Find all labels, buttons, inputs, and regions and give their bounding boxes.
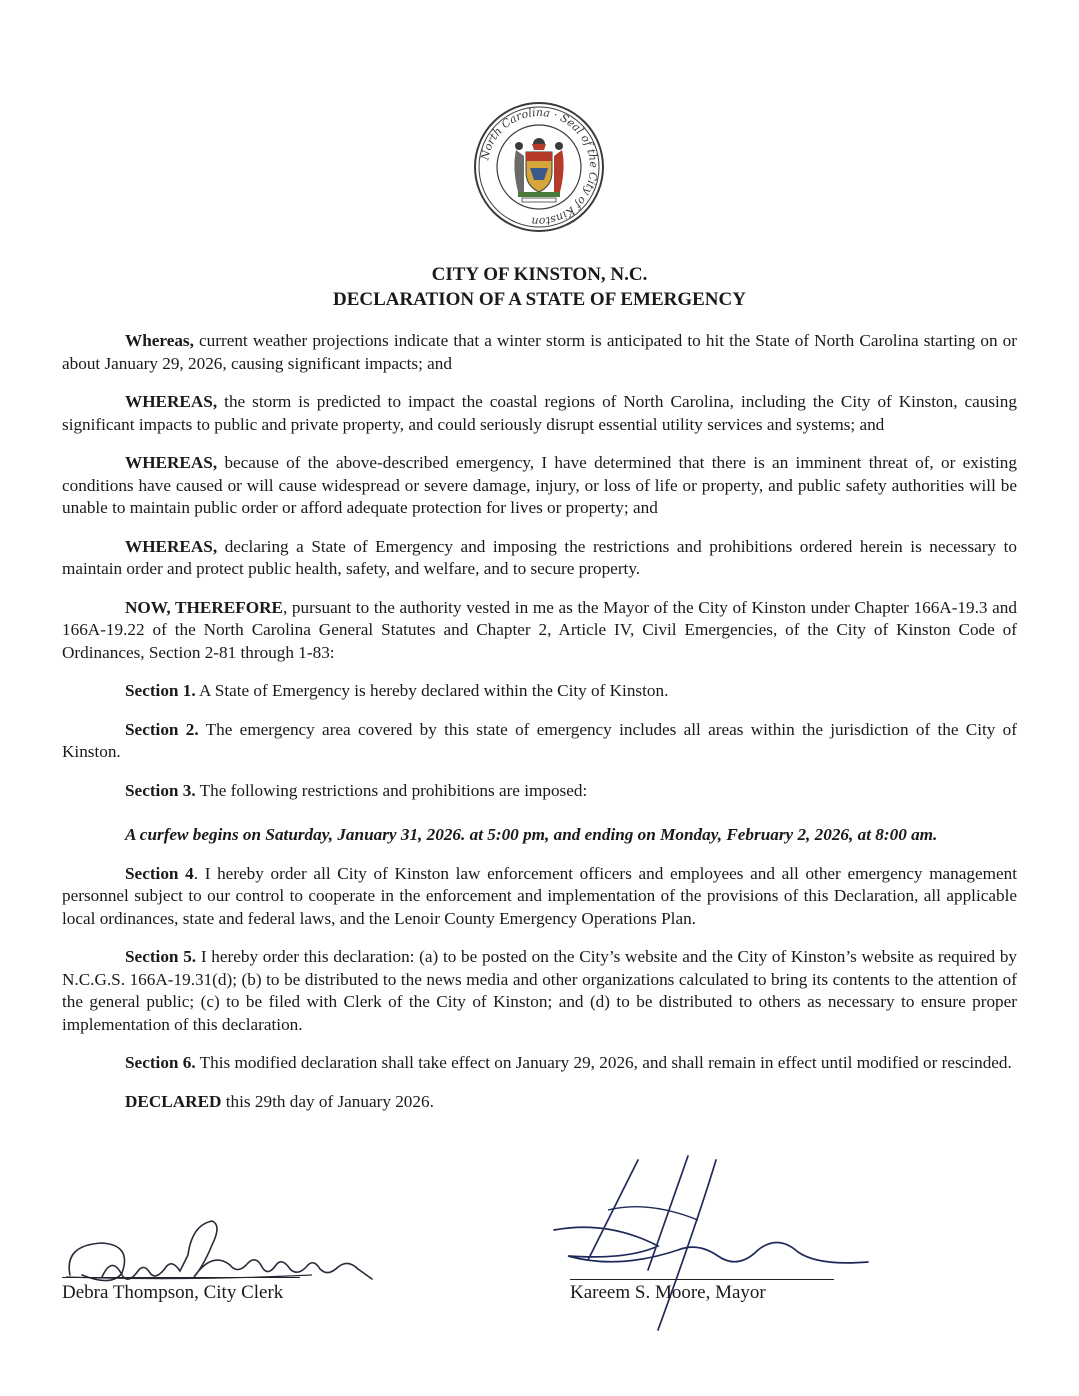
- mayor-signature-icon: [548, 1150, 878, 1340]
- title-line-city: CITY OF KINSTON, N.C.: [431, 264, 648, 285]
- paragraph-lead: Section 4: [125, 863, 194, 883]
- seal-ring-text: North Carolina · Seal of the City of Kinston: [478, 105, 601, 229]
- paragraph-section-6: [62, 1052, 1017, 1075]
- document-title: [0, 262, 1079, 312]
- seal-icon: [472, 100, 606, 234]
- paragraph-section-5: [62, 946, 1017, 1036]
- mayor-name: Kareem S. Moore, Mayor: [570, 1282, 766, 1303]
- clerk-signature: [62, 1215, 382, 1325]
- paragraph-lead: Section 3.: [125, 780, 196, 800]
- paragraph-text: The emergency area covered by this state of emergency includes all areas within the jurisdiction of the City of Kinston.: [62, 719, 1017, 761]
- paragraph-whereas-2: [62, 391, 1017, 436]
- paragraph-text: This modified declaration shall take effect on January 29, 2026, and shall remain in effect until modified or rescinded.: [195, 1053, 1012, 1072]
- paragraph-lead: WHEREAS,: [125, 536, 218, 556]
- declared-date: [62, 1091, 1017, 1114]
- paragraph-whereas-3: [62, 452, 1017, 520]
- paragraph-lead: WHEREAS,: [125, 453, 218, 472]
- city-seal: [472, 100, 606, 234]
- paragraph-section-1: [62, 680, 1017, 703]
- clerk-signature-line: [62, 1277, 300, 1278]
- paragraph-text: , pursuant to the authority vested in me as the Mayor of the City of Kinston under Chapter 166A-19.3 and 166A-19.22 of the North Carolina General Statutes and Chapter 2, Article IV, Civil Emergencies, of the City of Kinston Code of Ordinances, Section 2-81 through 1-83:: [62, 597, 1017, 662]
- paragraph-text: declaring a State of Emergency and imposing the restrictions and prohibitions ordered herein is necessary to maintain order and protect public health, safety, and welfare, and to secure property.: [62, 536, 1017, 578]
- paragraph-section-4: [62, 863, 1017, 931]
- paragraph-text: The following restrictions and prohibitions are imposed:: [195, 780, 588, 800]
- paragraph-whereas-4: [62, 536, 1017, 581]
- paragraph-now-therefore: [62, 597, 1017, 665]
- paragraph-text: the storm is predicted to impact the coastal regions of North Carolina, including the City of Kinston, causing significant impacts to public and private property, and could seriously disrupt essential utility services and systems; and: [62, 392, 1017, 434]
- paragraph-text: this 29th day of January 2026.: [221, 1091, 434, 1111]
- paragraph-whereas-1: [62, 330, 1017, 375]
- paragraph-text: . I hereby order all City of Kinston law enforcement officers and employees and all other emergency management personnel subject to our control to cooperate in the enforcement and implementation of the provisions of this Declaration, all applicable local ordinances, state and federal laws, and the Lenoir County Emergency Operations Plan.: [62, 863, 1017, 928]
- paragraph-text: A State of Emergency is hereby declared within the City of Kinston.: [195, 681, 669, 700]
- declaration-body: [62, 330, 1017, 1129]
- paragraph-lead: WHEREAS,: [125, 392, 218, 411]
- paragraph-text: because of the above-described emergency, I have determined that there is an imminent threat of, or existing conditions have caused or will cause widespread or severe damage, injury, or loss of life or property, and public safety authorities will be unable to maintain public order or afford adequate protection for lives or property; and: [62, 453, 1017, 517]
- paragraph-text: I hereby order this declaration: (a) to be posted on the City’s website and the City of Kinston’s website as required by N.C.G.S. 166A-19.31(d); (b) to be distributed to the news media and other organizations calculated to bring its contents to the attention of the general public; (c) to be filed with Clerk of the City of Kinston; and (d) to be distributed to others as necessary to ensure proper implementation of this declaration.: [62, 947, 1018, 1034]
- curfew-statement: A curfew begins on Saturday, January 31, 2026. at 5:00 pm, and ending on Monday, February 2, 2026, at 8:00 am.: [125, 825, 938, 844]
- paragraph-section-3: [62, 780, 1017, 803]
- paragraph-lead: Section 1.: [125, 681, 196, 700]
- mayor-signature: [548, 1150, 878, 1340]
- paragraph-section-2: [62, 719, 1017, 764]
- paragraph-lead: Section 5.: [125, 947, 197, 966]
- paragraph-lead: DECLARED: [125, 1091, 222, 1111]
- paragraph-lead: Section 2.: [125, 719, 199, 739]
- clerk-name: Debra Thompson, City Clerk: [62, 1282, 284, 1303]
- paragraph-text: current weather projections indicate that a winter storm is anticipated to hit the State of North Carolina starting on or about January 29, 2026, causing significant impacts; and: [62, 331, 1017, 373]
- paragraph-lead: NOW, THEREFORE: [125, 597, 283, 617]
- title-line-declaration: DECLARATION OF A STATE OF EMERGENCY: [333, 289, 746, 310]
- paragraph-lead: Whereas,: [125, 331, 194, 350]
- clerk-signature-icon: [62, 1215, 382, 1325]
- paragraph-lead: Section 6.: [125, 1053, 196, 1072]
- mayor-signature-line: [570, 1279, 834, 1280]
